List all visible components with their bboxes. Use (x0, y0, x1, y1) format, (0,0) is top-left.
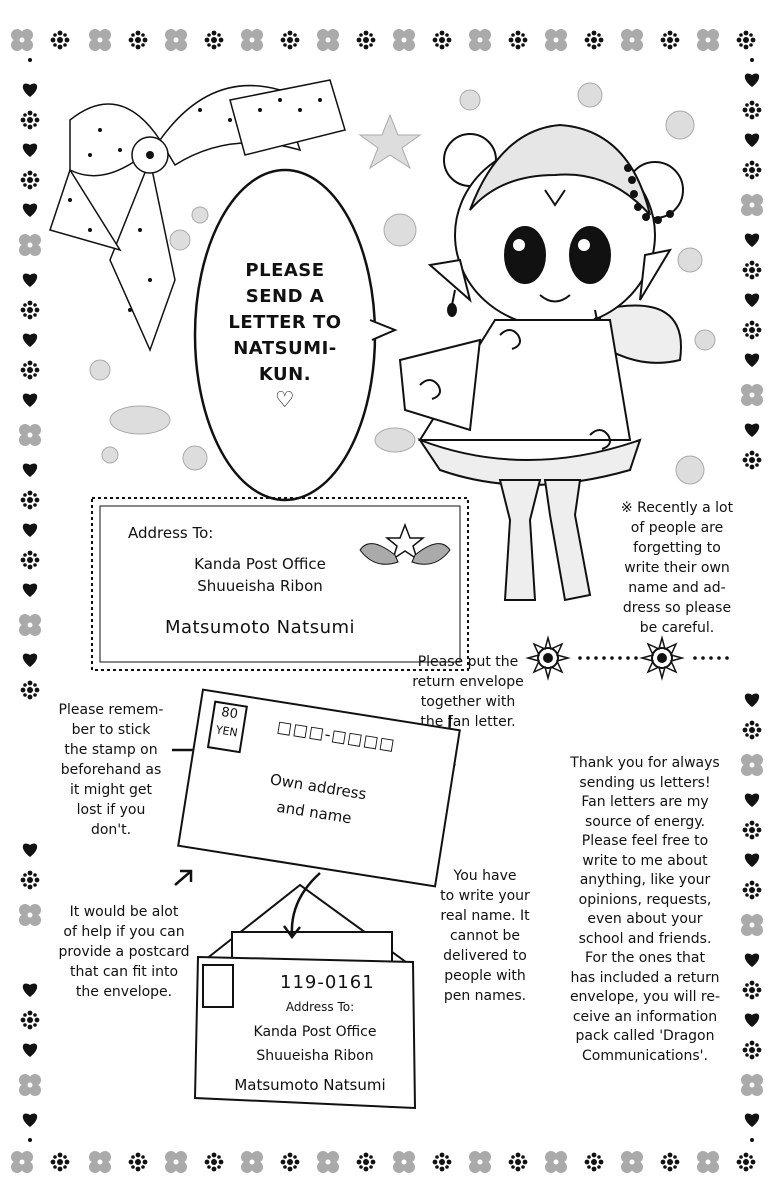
postcard-line-1: Own address (268, 770, 368, 804)
address-line-1: Kanda Post Office (194, 555, 326, 573)
left-border (19, 84, 41, 1127)
stamp-box: 80 YEN (207, 701, 248, 754)
thank-you-note: Thank you for always sending us letters! Fan letters are my source of energy. Please feel free to write to me about anything, like your opinions, requests, even about your school and friends. For the ones that has included a return envelope, you will re- ceive an information pack called 'Dragon Communications'. (569, 755, 721, 1064)
speech-line-5: KUN. (258, 364, 312, 385)
stamp-note: Please remem- ber to stick the stamp on beforehand as it might get lost if you don't. (58, 702, 164, 838)
envelope-name: Matsumoto Natsumi (234, 1076, 386, 1094)
flower-burst-right (642, 638, 682, 678)
real-name-note: You have to write your real name. It cannot be delivered to people with pen names. (440, 868, 530, 1004)
zip-placeholder: □□□-□□□□ (275, 716, 397, 755)
speech-line-2: SEND A (245, 286, 325, 307)
envelope-line-2: Shuueisha Ribon (256, 1048, 374, 1064)
warning-note: ※ Recently a lot of people are forgetting to write their own name and ad- dress so please be careful. (620, 500, 734, 636)
return-envelope-note: Please put the return envelope together with the fan letter. (412, 654, 524, 730)
address-name: Matsumoto Natsumi (164, 617, 356, 638)
address-label: Address To: (128, 524, 214, 542)
speech-bubble-text (225, 258, 345, 414)
speech-line-4: NATSUMI- (233, 338, 337, 359)
speech-line-1: PLEASE (245, 260, 325, 281)
envelope-zip: 119-0161 (280, 972, 375, 993)
dotted-divider (578, 656, 729, 660)
postcard-line-2: and name (275, 797, 353, 828)
reference-mark-icon: ※ (620, 500, 633, 516)
winged-star-icon (360, 525, 450, 564)
envelope-illustration (195, 885, 415, 1108)
envelope-label: Address To: (285, 1000, 355, 1014)
postcard-help-note: It would be alot of help if you can provide a postcard that can fit into the envelope. (58, 904, 190, 1000)
address-line-2: Shuueisha Ribon (197, 577, 323, 595)
speech-line-3: LETTER TO (228, 312, 342, 333)
bottom-border (11, 1151, 755, 1173)
heart-icon: ♡ (274, 388, 296, 413)
top-border (11, 29, 755, 51)
envelope-line-1: Kanda Post Office (253, 1024, 377, 1040)
